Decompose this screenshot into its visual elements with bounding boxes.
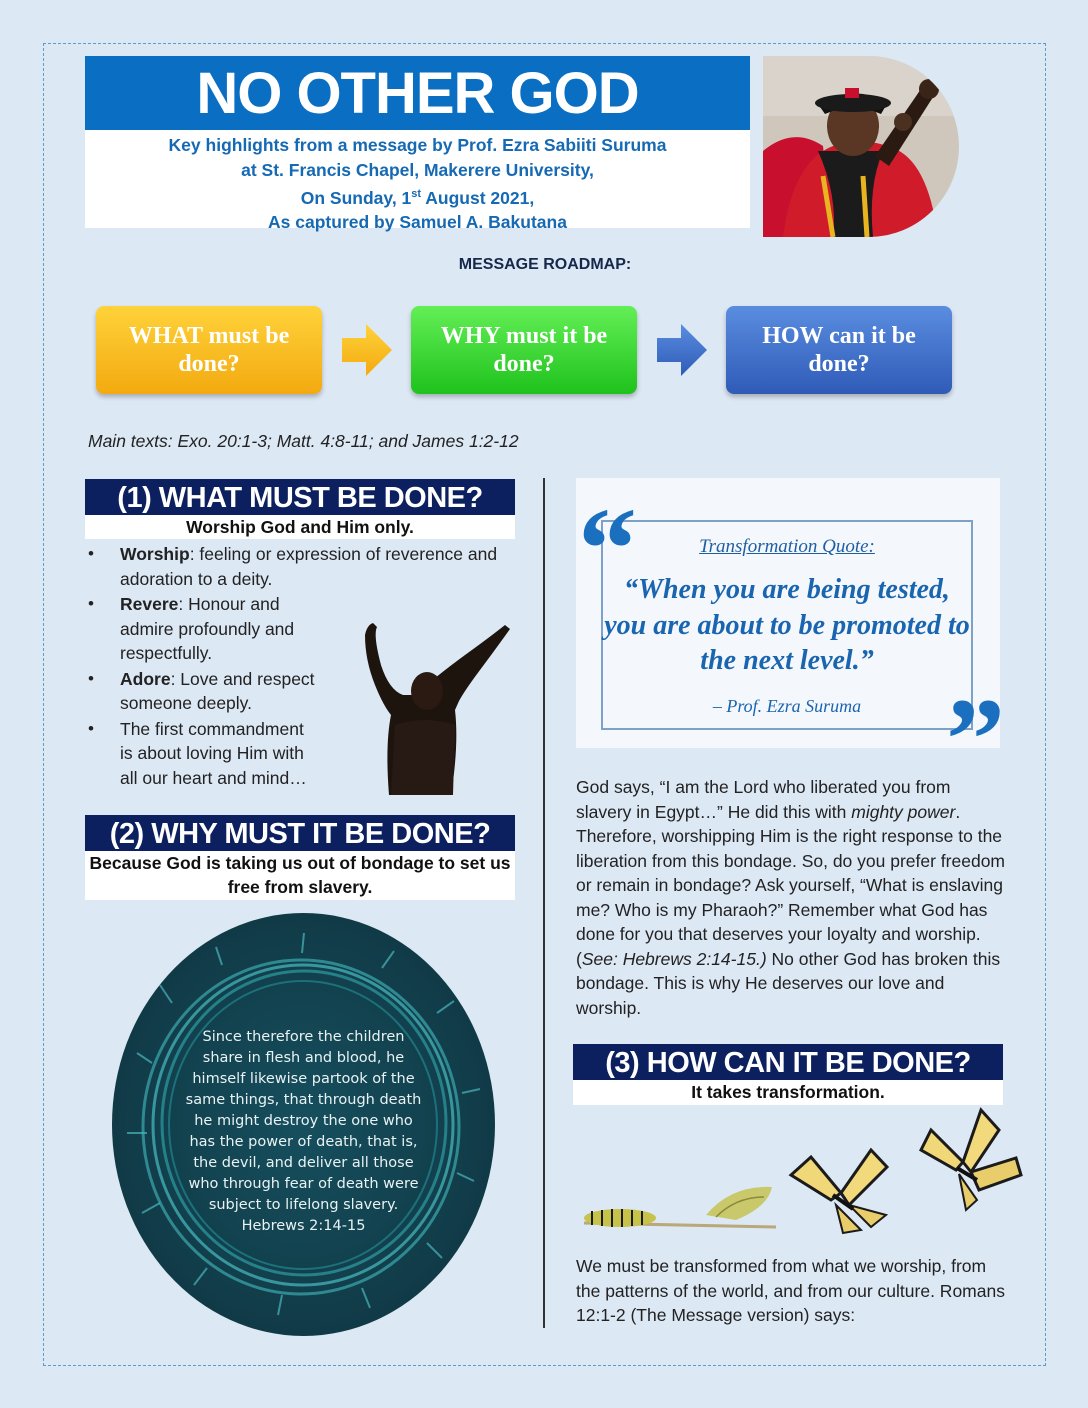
section2-subheading: Because God is taking us out of bondage to set us free from slavery. (85, 851, 515, 900)
section2-heading: (2) WHY MUST IT BE DONE? (85, 815, 515, 851)
step-line: done? (808, 351, 870, 377)
arrow-right-icon (342, 322, 392, 378)
list-item: • Revere: Honour and admire profoundly and respectfully. (88, 592, 318, 666)
section3-heading: (3) HOW CAN IT BE DONE? (573, 1044, 1003, 1080)
subtitle-line: at St. Francis Chapel, Makerere University, (241, 159, 594, 180)
step-line: done? (493, 351, 555, 377)
list-item: • The first commandment is about loving Him with all our heart and mind… (88, 717, 318, 791)
closing-paragraph: We must be transformed from what we worship, from the patterns of the world, and from our culture. Romans 12:1-2 (The Message version) says: (576, 1256, 1005, 1325)
subtitle-line: As captured by Samuel A. Bakutana (268, 212, 567, 233)
list-item: • Worship: feeling or expression of reverence and adoration to a deity. (88, 542, 508, 591)
section1-subheading: Worship God and Him only. (85, 515, 515, 539)
title-block (85, 56, 750, 233)
quote-label: Transformation Quote: (699, 536, 875, 557)
roadmap-step-why (411, 306, 637, 394)
quote-text: “When you are being tested, you are about to be promoted to the next level.” (604, 574, 970, 676)
list-item: • Adore: Love and respect someone deeply. (88, 667, 318, 716)
roadmap-step-how (726, 306, 952, 394)
worship-figure-image (355, 615, 520, 795)
main-texts: Main texts: Exo. 20:1-3; Matt. 4:8-11; and James 1:2-12 (88, 431, 519, 451)
open-quote-icon: “ (578, 483, 637, 614)
arrow-right-icon (657, 322, 707, 378)
step-line: done? (178, 351, 240, 377)
body-paragraph: God says, “I am the Lord who liberated you from slavery in Egypt…” He did this with mighty power. Therefore, worshipping Him is the right response to the liberation from this bondage. So, do you prefer freedom or remain in bondage? Ask yourself, “What is enslaving me? Who is my Pharaoh?” Remember what God has done for you that deserves your loyalty and worship. (See: Hebrews 2:14-15.) No other God has broken this bondage. This is why He deserves our love and worship. (576, 777, 1005, 1018)
metamorphosis-image (576, 1105, 1026, 1245)
verse-reference: Hebrews 2:14-15 (241, 1218, 366, 1234)
subtitle (85, 130, 750, 235)
page-title: NO OTHER GOD (85, 56, 750, 130)
subtitle-line: On Sunday, 1st August 2021, (300, 187, 535, 208)
speaker-portrait (763, 56, 959, 237)
step-line: HOW can it be (762, 323, 916, 349)
roadmap-label: MESSAGE ROADMAP: (458, 256, 632, 273)
roadmap-step-what (96, 306, 322, 394)
subtitle-line: Key highlights from a message by Prof. Ezra Sabiiti Suruma (168, 135, 667, 155)
quote-author: – Prof. Ezra Suruma (712, 696, 862, 716)
step-line: WHAT must be (128, 323, 290, 349)
crown-of-thorns-image (112, 913, 495, 1336)
step-line: WHY must it be (440, 323, 608, 349)
bible-verse: Since therefore the children share in flesh and blood, he himself likewise partook of the same things, that through death he might destroy the one who has the power of death, that is, the devil, and deliver all those who through fear of death were subject to lifelong slavery. Hebrews 2:14-15 (184, 1027, 424, 1237)
close-quote-icon: ” (946, 674, 1005, 805)
section3-subheading: It takes transformation. (573, 1080, 1003, 1105)
column-divider (543, 478, 545, 1328)
section1-heading: (1) WHAT MUST BE DONE? (85, 479, 515, 515)
